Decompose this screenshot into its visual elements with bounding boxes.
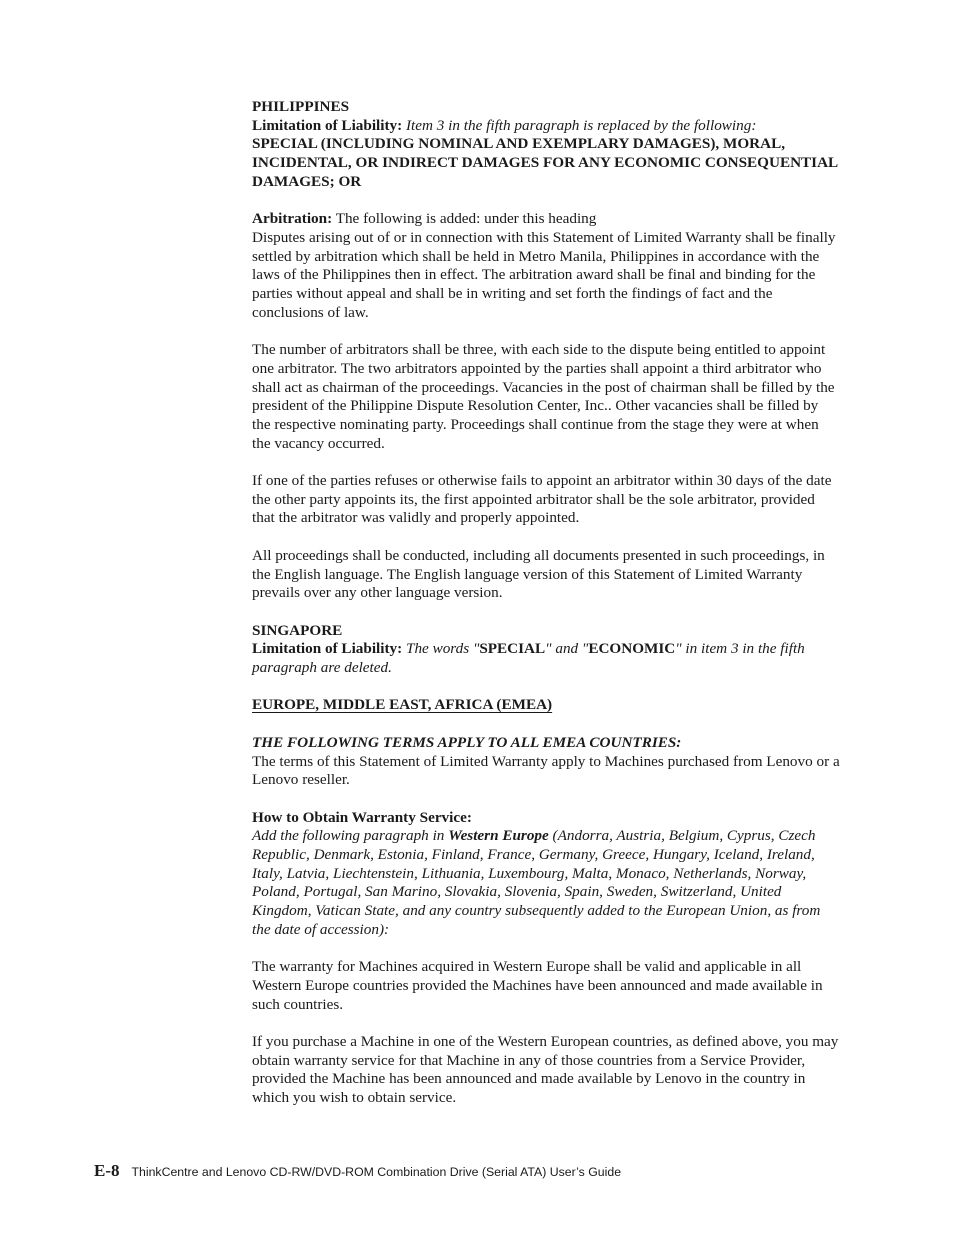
singapore-text-b: " and " xyxy=(545,640,589,658)
service-intro-a: Add the following paragraph in xyxy=(252,827,449,845)
philippines-arbitration xyxy=(252,210,840,229)
page-footer xyxy=(94,1161,621,1181)
document-title: ThinkCentre and Lenovo CD-RW/DVD-ROM Combination Drive (Serial ATA) User’s Guide xyxy=(131,1165,622,1179)
singapore-word-special: SPECIAL xyxy=(479,640,546,658)
warranty-service-intro xyxy=(252,827,840,939)
emea-subheading: THE FOLLOWING TERMS APPLY TO ALL EMEA COUNTRIES: xyxy=(252,733,682,751)
emea-intro: The terms of this Statement of Limited Warranty apply to Machines purchased from Lenovo or a Lenovo reseller. xyxy=(252,752,840,789)
service-region: Western Europe xyxy=(448,827,549,845)
warranty-service-label: How to Obtain Warranty Service: xyxy=(252,808,472,826)
limitation-label: Limitation of Liability: xyxy=(252,116,403,134)
arbitration-label: Arbitration: xyxy=(252,210,333,228)
emea-paragraph: The warranty for Machines acquired in Western Europe shall be valid and applicable in all Western Europe countries provided the Machines have been announced and made available in such countries. xyxy=(252,958,823,1013)
section-heading-philippines: PHILIPPINES xyxy=(252,98,350,115)
section-heading-emea xyxy=(252,696,840,715)
emea-heading-text: EUROPE, MIDDLE EAST, AFRICA (EMEA) xyxy=(252,696,553,714)
section-heading-singapore: SINGAPORE xyxy=(252,621,343,639)
philippines-limitation-text: SPECIAL (INCLUDING NOMINAL AND EXEMPLARY DAMAGES), MORAL, INCIDENTAL, OR INDIRECT DAMAGES FOR ANY ECONOMIC CONSEQUENTIAL DAMAGES; OR xyxy=(252,135,838,190)
singapore-text-a: The words " xyxy=(406,640,480,658)
limitation-intro: Item 3 in the fifth paragraph is replaced by the following: xyxy=(406,116,757,134)
singapore-limitation xyxy=(252,640,840,677)
arbitration-intro: The following is added: under this heading xyxy=(335,210,597,228)
arbitration-paragraph: All proceedings shall be conducted, including all documents presented in such proceedings, in the English language. The English language version of this Statement of Limited Warranty prevails over any other language version. xyxy=(252,546,825,602)
arbitration-paragraph: If one of the parties refuses or otherwise fails to appoint an arbitrator within 30 days of the date the other party appoints its, the first appointed arbitrator shall be the sole arbitrator, provided that the arbitrator was validly and properly appointed. xyxy=(252,472,832,527)
singapore-word-economic: ECONOMIC xyxy=(588,640,676,658)
page-number: E-8 xyxy=(94,1161,120,1180)
philippines-limitation xyxy=(252,117,840,136)
arbitration-paragraph: The number of arbitrators shall be three, with each side to the dispute being entitled to appoint one arbitrator. The two arbitrators appointed by the parties shall appoint a third arbitrator who shall act as chairman of the proceedings. Vacancies in the post of chairman shall be filled by the president of the Philippine Dispute Resolution Center, Inc.. Other vacancies shall be filled by the respective nominating party. Proceedings shall continue from the stage they were at when the vacancy occurred. xyxy=(252,341,835,452)
arbitration-paragraph: Disputes arising out of or in connection with this Statement of Limited Warranty shall be finally settled by arbitration which shall be held in Metro Manila, Philippines in accordance with the laws of the Philippines then in effect. The arbitration award shall be final and binding for the parties without appeal and shall be in writing and set forth the findings of fact and the conclusions of law. xyxy=(252,228,836,321)
page-content xyxy=(252,98,840,1108)
singapore-text-c: " in item 3 in the fifth paragraph are deleted. xyxy=(252,640,805,677)
service-intro-b: (Andorra, Austria, Belgium, Cyprus, Czech Republic, Denmark, Estonia, Finland, France, Germany, Greece, Hungary, Iceland, Ireland, Italy, Latvia, Liechtenstein, Lithuania, Luxembourg, Malta, Monaco, Netherlands, Norway, Poland, Portugal, San Marino, Slovakia, Slovenia, Spain, Sweden, Switzerland, United Kingdom, Vatican State, and any country subsequently added to the European Union, as from the date of accession): xyxy=(252,827,821,938)
emea-paragraph: If you purchase a Machine in one of the Western European countries, as defined above, you may obtain warranty service for that Machine in any of those countries from a Service Provider, provided the Machine has been announced and made available by Lenovo in the country in which you wish to obtain service. xyxy=(252,1033,839,1107)
limitation-label: Limitation of Liability: xyxy=(252,640,403,658)
